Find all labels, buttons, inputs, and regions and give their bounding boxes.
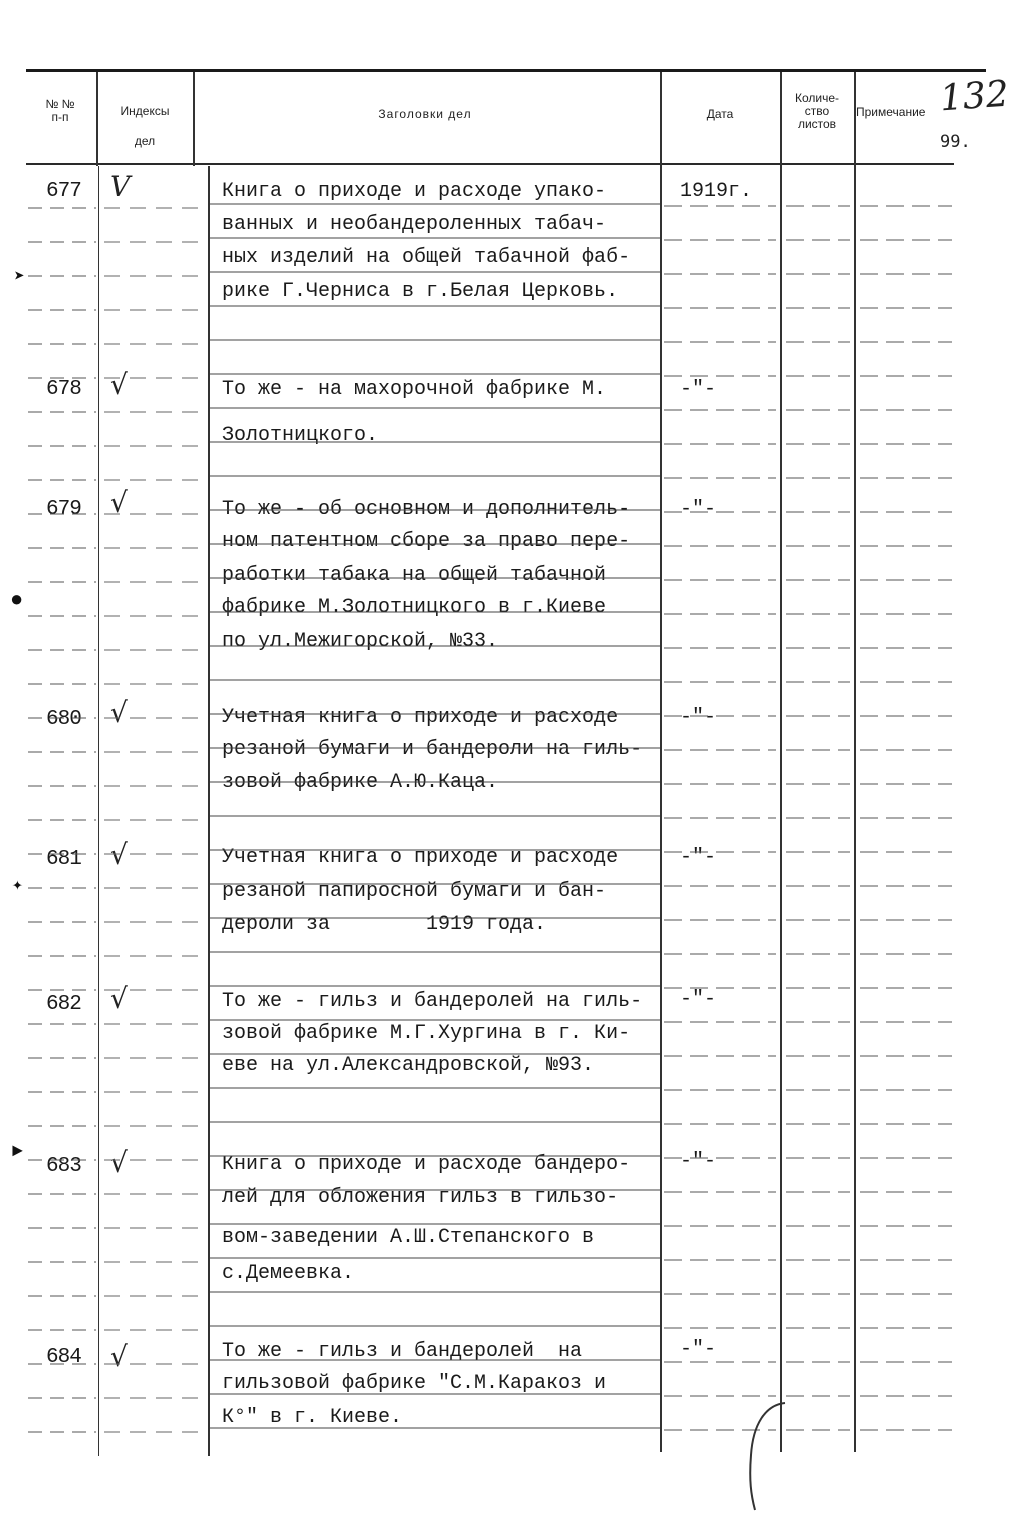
record-title-line: фабрике М.Золотницкого в г.Киеве	[222, 596, 607, 619]
margin-mark-icon: ✦	[12, 876, 23, 896]
record-number: 683	[46, 1155, 81, 1178]
record-title-line: То же - гильз и бандеролей на	[222, 1340, 583, 1363]
record-date: 1919г.	[680, 180, 753, 203]
header-titles: Заголовки дел	[378, 107, 472, 121]
record-date: -"-	[680, 846, 717, 869]
margin-mark-icon: ➤	[14, 268, 25, 288]
record-date: -"-	[680, 498, 717, 521]
column-divider	[854, 72, 856, 1452]
record-date: -"-	[680, 1150, 717, 1173]
header-number: № № п-п	[45, 97, 75, 124]
record-title-line: Книга о приходе и расходе бандеро-	[222, 1153, 631, 1176]
checkmark-icon: √	[110, 368, 128, 401]
checkmark-icon: V	[110, 170, 131, 203]
record-title-line: рике Г.Черниса в г.Белая Церковь.	[222, 280, 619, 303]
column-divider	[660, 72, 662, 1452]
header-date: Дата	[706, 107, 734, 121]
record-title-line: То же - на махорочной фабрике М.	[222, 378, 607, 401]
record-title-line: резаной папиросной бумаги и бан-	[222, 880, 607, 903]
record-title-line: зовой фабрике М.Г.Хургина в г. Ки-	[222, 1022, 631, 1045]
checkmark-icon: √	[110, 486, 128, 519]
page-number-handwritten: 132	[938, 73, 1011, 120]
record-number: 681	[46, 848, 81, 871]
header-notes: Примечание	[856, 105, 926, 119]
record-number: 682	[46, 993, 81, 1016]
record-number: 680	[46, 708, 81, 731]
table-header-rule	[26, 163, 954, 165]
checkmark-icon: √	[110, 1340, 128, 1373]
checkmark-icon: √	[110, 982, 128, 1015]
record-title-line: по ул.Межигорской, №33.	[222, 630, 499, 653]
checkmark-icon: √	[110, 696, 128, 729]
record-title-line: резаной бумаги и бандероли на гиль-	[222, 738, 643, 761]
margin-mark-icon: ●	[10, 588, 24, 613]
record-title-line: Книга о приходе и расходе упако-	[222, 180, 607, 203]
record-title-line: К°" в г. Киеве.	[222, 1406, 403, 1429]
header-indexes: Индексы дел	[120, 104, 170, 148]
handwritten-stroke	[735, 1395, 795, 1515]
column-divider	[208, 166, 210, 1456]
record-title-line: Учетная книга о приходе и расходе	[222, 706, 619, 729]
checkmark-icon: √	[110, 838, 128, 871]
record-title-line: ных изделий на общей табачной фаб-	[222, 246, 631, 269]
checkmark-icon: √	[110, 1146, 128, 1179]
record-number: 677	[46, 180, 81, 203]
table-top-rule	[26, 69, 986, 72]
record-date: -"-	[680, 706, 717, 729]
sheet-number: 99.	[940, 132, 971, 152]
record-title-line: ванных и необандероленных табач-	[222, 213, 607, 236]
record-title-line: с.Демеевка.	[222, 1262, 355, 1285]
margin-mark-icon: ►	[12, 1142, 23, 1162]
column-divider	[96, 72, 98, 166]
record-title-line: Золотницкого.	[222, 424, 379, 447]
record-date: -"-	[680, 1338, 717, 1361]
record-title-line: То же - гильз и бандеролей на гиль-	[222, 990, 643, 1013]
record-number: 684	[46, 1346, 81, 1369]
record-title-line: лей для обложения гильз в гильзо-	[222, 1186, 619, 1209]
record-date: -"-	[680, 378, 717, 401]
column-divider	[780, 72, 782, 1452]
header-sheets: Количе- ство листов	[794, 91, 840, 131]
record-title-line: гильзовой фабрике "С.М.Каракоз и	[222, 1372, 607, 1395]
record-title-line: дероли за 1919 года.	[222, 913, 547, 936]
record-title-line: работки табака на общей табачной	[222, 564, 607, 587]
record-number: 678	[46, 378, 81, 401]
record-title-line: вом-заведении А.Ш.Степанского в	[222, 1226, 595, 1249]
record-title-line: То же - об основном и дополнитель-	[222, 498, 631, 521]
record-number: 679	[46, 498, 81, 521]
record-title-line: Учетная книга о приходе и расходе	[222, 846, 619, 869]
record-date: -"-	[680, 988, 717, 1011]
record-title-line: ном патентном сборе за право пере-	[222, 530, 631, 553]
record-title-line: зовой фабрике А.Ю.Каца.	[222, 771, 499, 794]
record-title-line: еве на ул.Александровской, №93.	[222, 1054, 595, 1077]
column-divider	[193, 72, 195, 166]
column-divider	[98, 166, 99, 1456]
